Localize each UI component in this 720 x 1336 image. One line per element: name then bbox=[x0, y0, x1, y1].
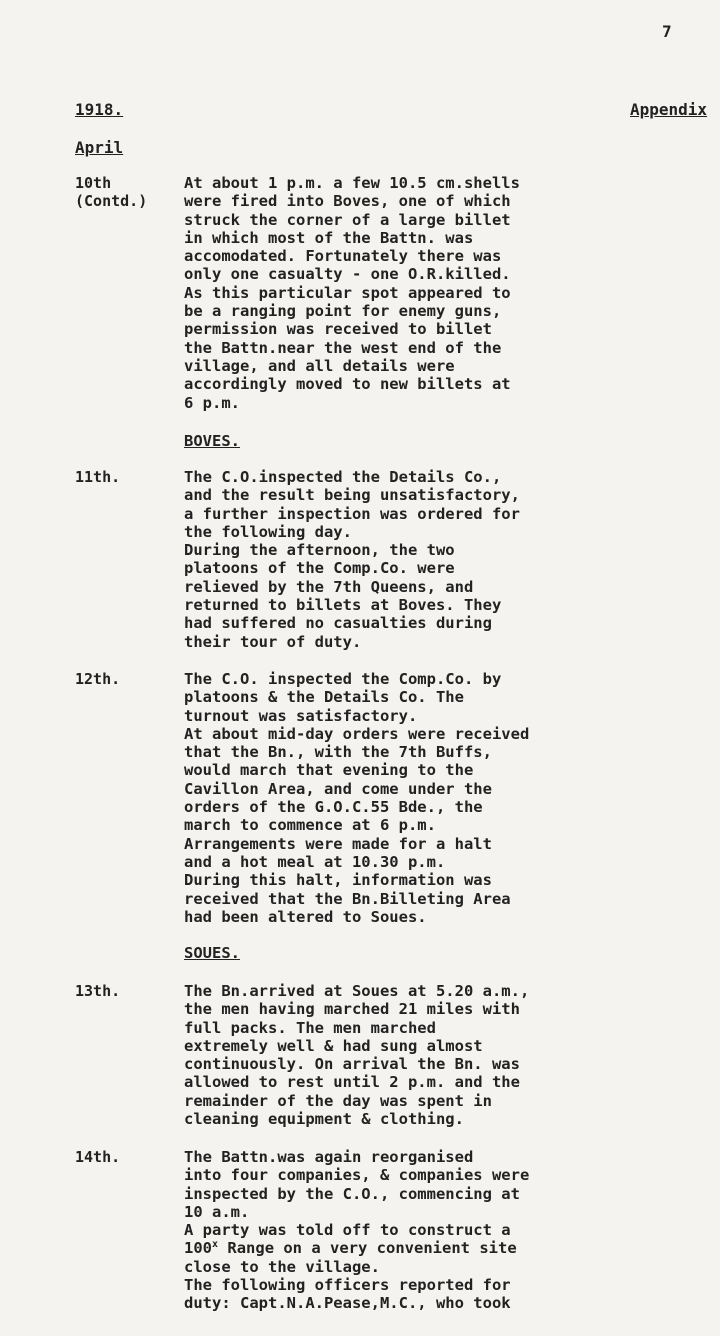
text-line: remainder of the day was spent in bbox=[184, 1091, 492, 1110]
text-line: the men having marched 21 miles with bbox=[184, 1000, 520, 1019]
date-line: 11th. bbox=[75, 468, 121, 486]
text-line: 6 p.m. bbox=[184, 393, 240, 412]
text-line: that the Bn., with the 7th Buffs, bbox=[184, 743, 492, 762]
text-line: accordingly moved to new billets at bbox=[184, 375, 511, 394]
text-line: Cavillon Area, and come under the bbox=[184, 779, 492, 798]
text-line: a further inspection was ordered for bbox=[184, 504, 520, 523]
text-line: in which most of the Battn. was bbox=[184, 228, 474, 247]
text-line: Arrangements were made for a halt bbox=[184, 834, 492, 853]
text-line: march to commence at 6 p.m. bbox=[184, 816, 436, 835]
text-line: The following officers reported for bbox=[184, 1276, 511, 1295]
text-line: As this particular spot appeared to bbox=[184, 283, 511, 302]
date-line: 13th. bbox=[75, 982, 121, 1000]
text-line: be a ranging point for enemy guns, bbox=[184, 302, 502, 321]
text-line: struck the corner of a large billet bbox=[184, 210, 511, 229]
text-line: allowed to rest until 2 p.m. and the bbox=[184, 1073, 520, 1092]
text-line: were fired into Boves, one of which bbox=[184, 192, 511, 211]
text-line: only one casualty - one O.R.killed. bbox=[184, 265, 511, 284]
text-line: had suffered no casualties during bbox=[184, 614, 492, 633]
text-line: village, and all details were bbox=[184, 356, 455, 375]
text-line: turnout was satisfactory. bbox=[184, 706, 418, 725]
superscript-mark: x bbox=[212, 1239, 219, 1251]
text-line: permission was received to billet bbox=[184, 320, 492, 339]
entry-date bbox=[75, 468, 120, 486]
text-line: extremely well & had sung almost bbox=[184, 1036, 483, 1055]
place-heading: BOVES. bbox=[184, 432, 240, 450]
year-heading: 1918. bbox=[75, 100, 124, 119]
appendix-heading: Appendix bbox=[630, 100, 708, 119]
text-line: and the result being unsatisfactory, bbox=[184, 486, 520, 505]
text-line: and a hot meal at 10.30 p.m. bbox=[184, 852, 446, 871]
entry-date bbox=[75, 174, 147, 211]
date-line: 14th. bbox=[75, 1148, 121, 1166]
text-line: The Battn.was again reorganised bbox=[184, 1148, 474, 1166]
range-number: 100 bbox=[184, 1239, 212, 1258]
text-line: cleaning equipment & clothing. bbox=[184, 1110, 464, 1129]
entry-date bbox=[75, 670, 120, 688]
text-line: inspected by the C.O., commencing at bbox=[184, 1184, 520, 1203]
text-line: the Battn.near the west end of the bbox=[184, 338, 502, 357]
text-line: continuously. On arrival the Bn. was bbox=[184, 1055, 520, 1074]
entry-text bbox=[184, 670, 604, 926]
date-line: 10th bbox=[75, 174, 112, 192]
text-line: platoons & the Details Co. The bbox=[184, 688, 464, 707]
entry-text bbox=[184, 982, 604, 1128]
date-line: (Contd.) bbox=[75, 192, 148, 211]
text-line: At about mid-day orders were received bbox=[184, 724, 530, 743]
entry-text bbox=[184, 174, 604, 412]
entry-date bbox=[75, 1148, 120, 1166]
text-line: accomodated. Fortunately there was bbox=[184, 247, 502, 266]
text-line: duty: Capt.N.A.Pease,M.C., who took bbox=[184, 1294, 511, 1313]
text-line: relieved by the 7th Queens, and bbox=[184, 577, 474, 596]
text-line: returned to billets at Boves. They bbox=[184, 596, 502, 615]
text-line: During this halt, information was bbox=[184, 871, 492, 890]
entry-text bbox=[184, 1148, 604, 1313]
text-line: full packs. The men marched bbox=[184, 1018, 436, 1037]
date-line: 12th. bbox=[75, 670, 121, 688]
text-line: A party was told off to construct a bbox=[184, 1221, 511, 1240]
text-line: would march that evening to the bbox=[184, 761, 474, 780]
entry-date bbox=[75, 982, 120, 1000]
text-line: The C.O.inspected the Details Co., bbox=[184, 468, 502, 486]
place-heading: SOUES. bbox=[184, 944, 240, 962]
text-line: During the afternoon, the two bbox=[184, 541, 455, 560]
text-line: their tour of duty. bbox=[184, 632, 362, 651]
text-line-range bbox=[184, 1239, 604, 1257]
text-line: the following day. bbox=[184, 522, 352, 541]
page-number: 7 bbox=[662, 22, 672, 41]
text-line: At about 1 p.m. a few 10.5 cm.shells bbox=[184, 174, 520, 192]
range-text: Range on a very convenient site bbox=[218, 1239, 517, 1258]
month-heading: April bbox=[75, 138, 124, 157]
text-line: had been altered to Soues. bbox=[184, 907, 427, 926]
text-line: into four companies, & companies were bbox=[184, 1166, 530, 1185]
text-line: The Bn.arrived at Soues at 5.20 a.m., bbox=[184, 982, 530, 1000]
text-line: received that the Bn.Billeting Area bbox=[184, 889, 511, 908]
text-line: orders of the G.O.C.55 Bde., the bbox=[184, 798, 483, 817]
text-line: close to the village. bbox=[184, 1257, 380, 1276]
text-line: 10 a.m. bbox=[184, 1202, 250, 1221]
text-line: platoons of the Comp.Co. were bbox=[184, 559, 455, 578]
entry-text bbox=[184, 468, 604, 651]
text-line: The C.O. inspected the Comp.Co. by bbox=[184, 670, 502, 688]
